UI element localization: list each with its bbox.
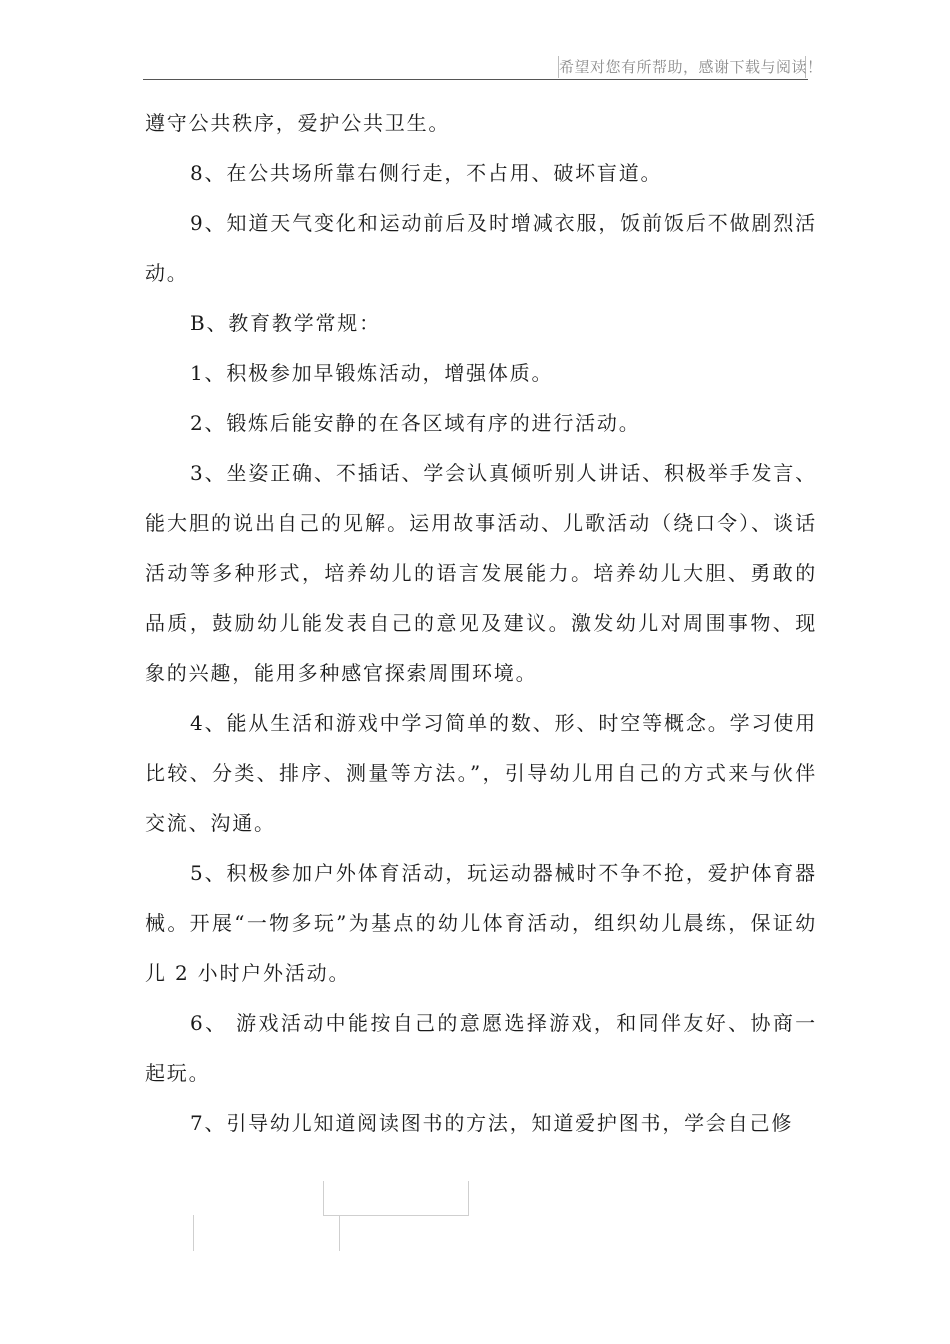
paragraph-2: 8、在公共场所靠右侧行走，不占用、破坏盲道。 bbox=[190, 161, 663, 185]
paragraph-6: 2、锻炼后能安静的在各区域有序的进行活动。 bbox=[190, 411, 641, 435]
header-rule bbox=[143, 79, 808, 80]
paragraph-11: 7、引导幼儿知道阅读图书的方法，知道爱护图书，学会自己修 bbox=[190, 1111, 794, 1135]
document-body bbox=[145, 98, 817, 1148]
paragraph-4: B、教育教学常规： bbox=[190, 311, 381, 335]
paragraph-1: 遵守公共秩序，爱护公共卫生。 bbox=[145, 111, 451, 135]
footer-mark-upper bbox=[323, 1181, 469, 1216]
paragraph-3: 9、知道天气变化和运动前后及时增减衣服，饭前饭后不做剧烈活动。 bbox=[145, 211, 817, 285]
header-tagline: 希望对您有所帮助，感谢下载与阅读！ bbox=[559, 58, 823, 76]
paragraph-8: 4、能从生活和游戏中学习简单的数、形、时空等概念。学习使用比较、分类、排序、测量等方法。”，引导幼儿用自己的方式来与伙伴交流、沟通。 bbox=[145, 711, 817, 835]
footer-mark-lower bbox=[193, 1215, 340, 1251]
paragraph-7: 3、坐姿正确、不插话、学会认真倾听别人讲话、积极举手发言、能大胆的说出自己的见解。运用故事活动、儿歌活动（绕口令）、谈话活动等多种形式，培养幼儿的语言发展能力。培养幼儿大胆、勇敢的品质，鼓励幼儿能发表自己的意见及建议。激发幼儿对周围事物、现象的兴趣，能用多种感官探索周围环境。 bbox=[145, 461, 817, 685]
paragraph-10: 6、 游戏活动中能按自己的意愿选择游戏，和同伴友好、协商一起玩。 bbox=[145, 1011, 817, 1085]
paragraph-5: 1、积极参加早锻炼活动，增强体质。 bbox=[190, 361, 554, 385]
paragraph-9: 5、积极参加户外体育活动，玩运动器械时不争不抢，爱护体育器械。开展“一物多玩”为基点的幼儿体育活动，组织幼儿晨练，保证幼儿 2 小时户外活动。 bbox=[145, 861, 817, 985]
